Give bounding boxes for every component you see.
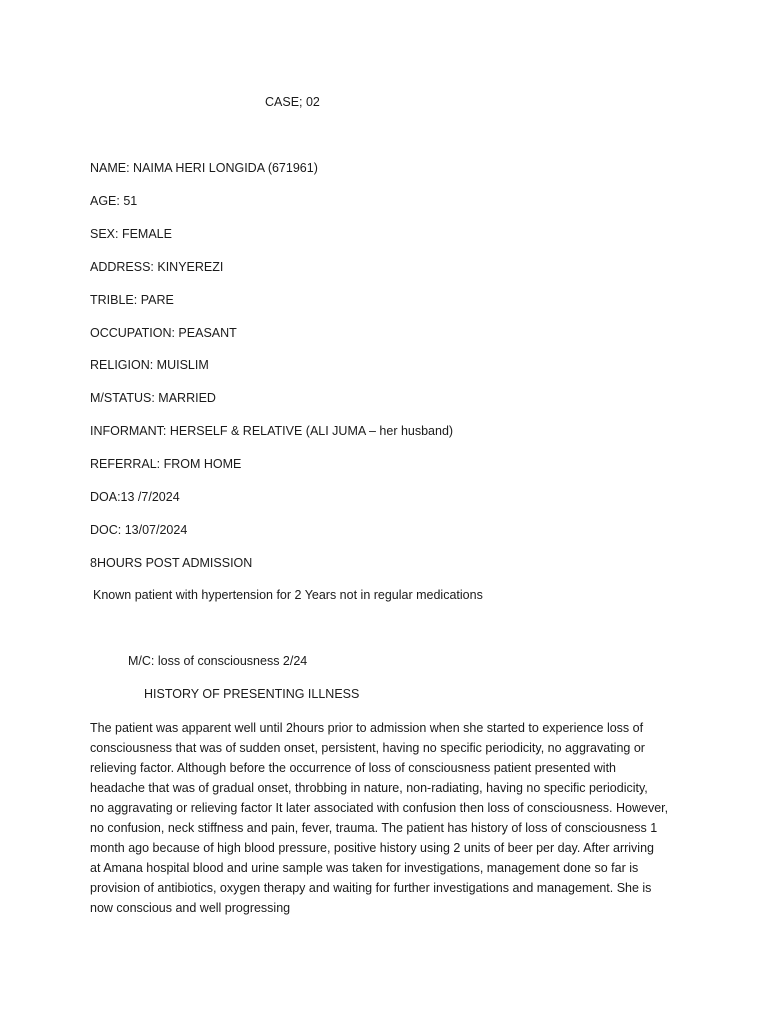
field-occupation: OCCUPATION: PEASANT [90,326,237,340]
field-sex: SEX: FEMALE [90,227,172,241]
hpi-paragraph [90,718,690,918]
field-tribe: TRIBLE: PARE [90,293,174,307]
hpi-line: consciousness that was of sudden onset, persistent, having no specific periodicity, no aggravating or [90,741,645,755]
known-patient-note: Known patient with hypertension for 2 Years not in regular medications [93,588,483,602]
main-complaint: M/C: loss of consciousness 2/24 [128,654,308,668]
field-referral: REFERRAL: FROM HOME [90,457,242,471]
field-informant: INFORMANT: HERSELF & RELATIVE (ALI JUMA – her husband) [90,424,454,438]
hpi-line: provision of antibiotics, oxygen therapy and waiting for further investigations and management. She is [90,881,652,895]
field-doa: DOA:13 /7/2024 [90,490,180,504]
hpi-line: now conscious and well progressing [90,901,291,915]
field-marital-status: M/STATUS: MARRIED [90,391,216,405]
hpi-line: no aggravating or relieving factor It later associated with confusion then loss of consciousness. However, [90,801,669,815]
field-doc: DOC: 13/07/2024 [90,523,188,537]
hpi-line: headache that was of gradual onset, throbbing in nature, non-radiating, having no specific periodicity, [90,781,648,795]
hpi-line: The patient was apparent well until 2hours prior to admission when she started to experience loss of [90,721,644,735]
hpi-line: relieving factor. Although before the occurrence of loss of consciousness patient presented with [90,761,617,775]
hpi-line: no confusion, neck stiffness and pain, fever, trauma. The patient has history of loss of consciousness 1 [90,821,658,835]
field-age: AGE: 51 [90,194,138,208]
field-religion: RELIGION: MUISLIM [90,358,209,372]
hpi-line: month ago because of high blood pressure, positive history using 2 units of beer per day. After arriving [90,841,654,855]
field-name: NAME: NAIMA HERI LONGIDA (671961) [90,161,318,175]
hpi-line: at Amana hospital blood and urine sample was taken for investigations, management done so far is [90,861,639,875]
case-title: CASE; 02 [265,95,320,109]
hpi-heading: HISTORY OF PRESENTING ILLNESS [144,687,360,701]
field-post-admission: 8HOURS POST ADMISSION [90,556,253,570]
field-address: ADDRESS: KINYEREZI [90,260,224,274]
